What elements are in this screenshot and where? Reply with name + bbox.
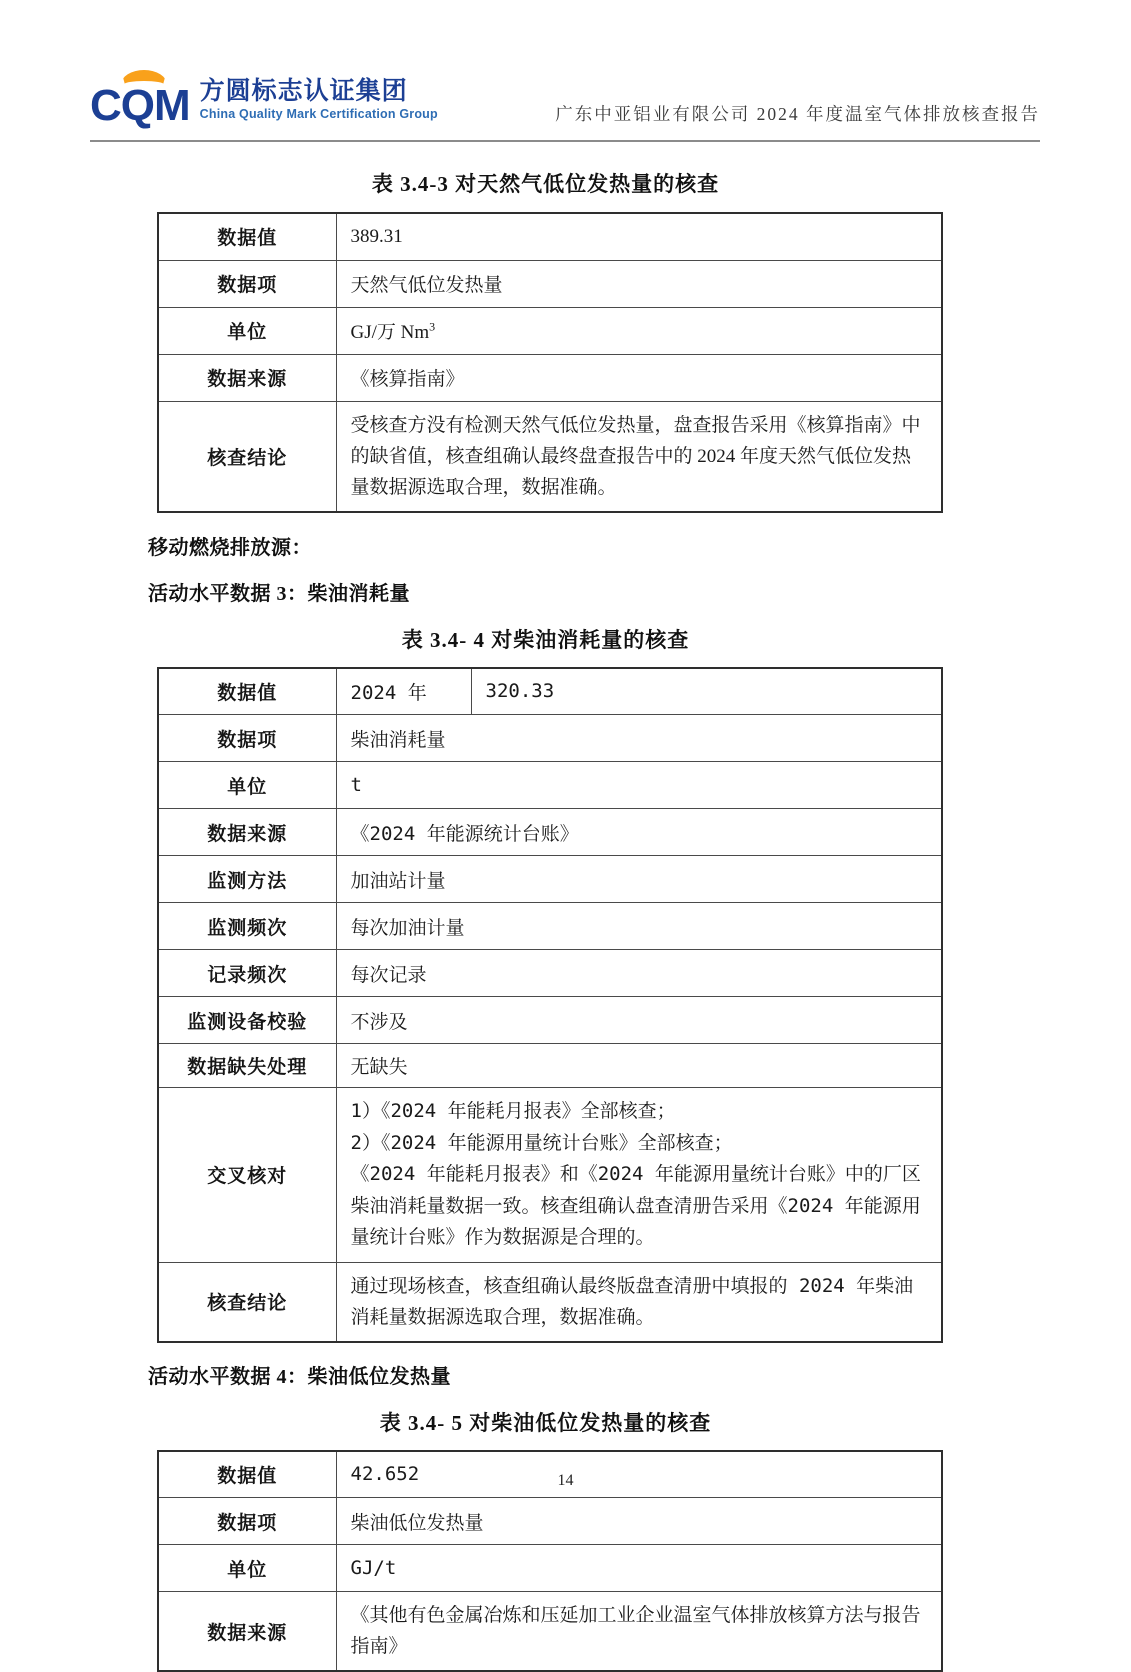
cqm-logo-mark [90,72,190,128]
table-row [158,1545,942,1592]
table-row [158,213,942,260]
table-row [158,260,942,307]
row-label: 监测方法 [158,856,336,903]
heading-activity-data-3: 活动水平数据 3：柴油消耗量 [148,577,948,606]
report-title: 广东中亚铝业有限公司 2024 年度温室气体排放核查报告 [555,101,1040,128]
row-value: 320.33 [471,668,942,715]
row-value: 《2024 年能源统计台账》 [336,809,942,856]
logo-name-chinese: 方圆标志认证集团 [200,77,438,106]
row-value: 加油站计量 [336,856,942,903]
table-row [158,307,942,354]
table-row [158,1044,942,1088]
row-label: 数据来源 [158,1592,336,1672]
logo-names [200,77,438,124]
heading-activity-data-4: 活动水平数据 4：柴油低位发热量 [148,1360,948,1389]
unit-text: GJ/万 Nm [351,322,430,343]
table-row [158,1592,942,1672]
row-label: 交叉核对 [158,1088,336,1263]
row-label: 数据项 [158,715,336,762]
row-label: 数据项 [158,1498,336,1545]
row-value: GJ/t [336,1545,942,1592]
row-value: 受核查方没有检测天然气低位发热量，盘查报告采用《核算指南》中的缺省值，核查组确认最终盘查报告中的 2024 年度天然气低位发热量数据源选取合理，数据准确。 [336,401,942,512]
row-label: 数据值 [158,668,336,715]
table-diesel-consumption [157,667,943,1343]
table-row [158,950,942,997]
page-number: 14 [0,1472,1131,1490]
row-value: 《核算指南》 [336,354,942,401]
table-row [158,715,942,762]
table-row [158,903,942,950]
heading-mobile-combustion: 移动燃烧排放源： [148,531,948,560]
row-value: 柴油低位发热量 [336,1498,942,1545]
row-label: 数据项 [158,260,336,307]
row-label: 数据值 [158,1451,336,1498]
table-row [158,1262,942,1342]
logo-name-english: China Quality Mark Certification Group [200,107,438,121]
row-value: 无缺失 [336,1044,942,1088]
row-value: 天然气低位发热量 [336,260,942,307]
table-row [158,1498,942,1545]
row-label: 数据缺失处理 [158,1044,336,1088]
row-label: 数据值 [158,213,336,260]
row-label: 数据来源 [158,809,336,856]
table3-caption: 表 3.4- 5 对柴油低位发热量的核查 [148,1407,943,1437]
table-row [158,401,942,512]
row-label: 核查结论 [158,1262,336,1342]
cross-check-line-2: 2）《2024 年能源用量统计台账》全部核查； [351,1128,928,1160]
row-value [336,1088,942,1263]
row-label: 单位 [158,307,336,354]
table2-caption: 表 3.4- 4 对柴油消耗量的核查 [148,624,943,654]
table-row [158,1088,942,1263]
row-value: 《其他有色金属冶炼和压延加工业企业温室气体排放核算方法与报告指南》 [336,1592,942,1672]
unit-superscript: 3 [429,320,435,334]
row-value: 通过现场核查，核查组确认最终版盘查清册中填报的 2024 年柴油消耗量数据源选取合理，数据准确。 [336,1262,942,1342]
row-value: 柴油消耗量 [336,715,942,762]
row-value: 42.652 [336,1451,942,1498]
table-row [158,809,942,856]
table-row [158,354,942,401]
table1-caption: 表 3.4-3 对天然气低位发热量的核查 [148,168,943,198]
table-natural-gas-ncv [157,212,943,513]
row-label: 单位 [158,762,336,809]
page-header [90,72,1040,142]
row-label: 记录频次 [158,950,336,997]
logo-crown-icon [121,70,167,99]
row-value: 每次记录 [336,950,942,997]
table-row [158,668,942,715]
row-year: 2024 年 [336,668,471,715]
row-value: t [336,762,942,809]
table-row [158,762,942,809]
cross-check-line-1: 1）《2024 年能耗月报表》全部核查； [351,1096,928,1128]
table-row [158,856,942,903]
logo-cqm-text: CQM [90,81,190,130]
row-label: 核查结论 [158,401,336,512]
table-row [158,997,942,1044]
row-value: 389.31 [336,213,942,260]
row-value: 每次加油计量 [336,903,942,950]
cqm-logo [90,72,438,128]
cross-check-line-3: 《2024 年能耗月报表》和《2024 年能源用量统计台账》中的厂区柴油消耗量数据一致。核查组确认盘查清册告采用《2024 年能源用量统计台账》作为数据源是合理的。 [351,1159,928,1254]
row-label: 单位 [158,1545,336,1592]
row-value: 不涉及 [336,997,942,1044]
row-label: 监测频次 [158,903,336,950]
row-label: 数据来源 [158,354,336,401]
page-content [148,152,948,1672]
row-value [336,307,942,354]
row-label: 监测设备校验 [158,997,336,1044]
